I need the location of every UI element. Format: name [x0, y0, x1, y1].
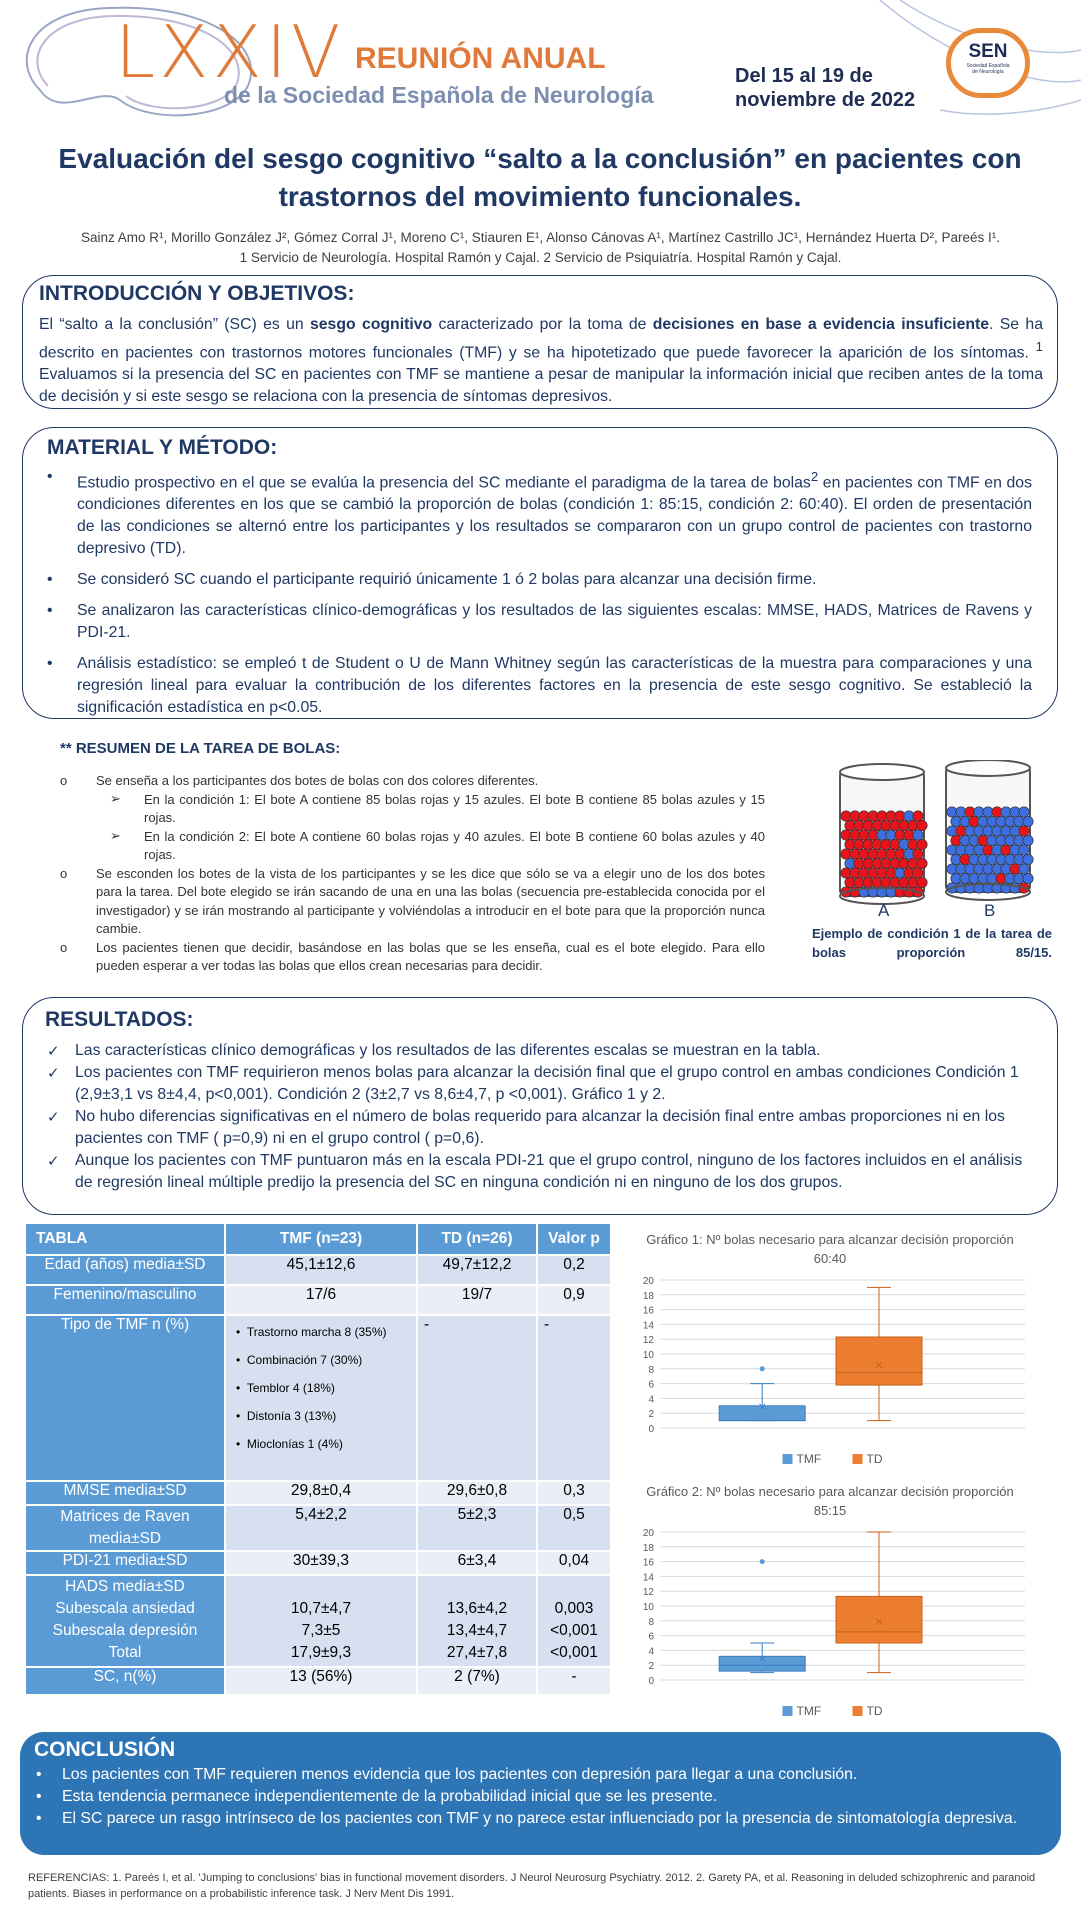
ball: [1019, 864, 1029, 874]
hads-label-cell: [26, 1576, 224, 1666]
cell: 0,3: [538, 1482, 610, 1504]
y-tick-label: 6: [648, 1379, 654, 1391]
hads-depression-label: Subescala depresión: [52, 1622, 198, 1639]
cell: <0,001: [550, 1644, 598, 1661]
result-item-2: ✓ Los pacientes con TMF requirieron menos bolas para alcanzar la decisión final que el grupo control en ambas condiciones Condición 1 (2,9±3,1 vs 8±4,4, p<0,001). Condición 2 (3±2,7 vs 8,6±4,7, p <0,001). Gráfico 1 y 2.: [75, 1062, 1037, 1106]
y-tick-label: 6: [648, 1631, 654, 1643]
author-names: Sainz Amo R¹, Morillo González J², Gómez Corral J¹, Moreno C¹, Stiauren E¹, Alonso Cánovas A¹, Martínez Castrillo JC¹, Hernández Huerta D², Pareés I¹.: [80, 230, 1001, 245]
ball: [1023, 854, 1033, 864]
table-row: [26, 1316, 610, 1480]
conclusion-list: [34, 1764, 1045, 1830]
cell: 13 (56%): [226, 1668, 416, 1694]
y-tick-label: 16: [642, 1305, 654, 1317]
y-tick-label: 0: [648, 1676, 654, 1687]
intro-section: [22, 275, 1058, 409]
intro-t2: caracterizado por la toma de: [432, 316, 653, 333]
y-tick-label: 10: [642, 1602, 654, 1613]
jars-caption: Ejemplo de condición 1 de la tarea de bolas proporción 85/15.: [812, 926, 1052, 960]
y-tick-label: 8: [648, 1616, 654, 1628]
conclusion-section: [20, 1732, 1061, 1855]
cell: 2 (7%): [418, 1668, 536, 1694]
tmf-type-text: Trastorno marcha 8 (35%): [246, 1325, 387, 1339]
row-label: Edad (años) media±SD: [26, 1256, 224, 1284]
chart-2-title: Gráfico 2: Nº bolas necesario para alcanzar decisión proporción 85:15: [646, 1484, 1014, 1518]
cell: 5±2,3: [418, 1506, 536, 1550]
cell: 27,4±7,8: [446, 1644, 508, 1661]
outlier-point: [760, 1559, 765, 1564]
method-heading: MATERIAL Y MÉTODO:: [47, 436, 278, 459]
row-label: PDI-21 media±SD: [26, 1552, 224, 1574]
jar-b-label: B: [984, 901, 996, 920]
method-b1a: Estudio prospectivo en el que se evalúa la presencia del SC mediante el paradigma de la tarea de bolas: [77, 474, 811, 492]
jar-b: [946, 760, 1033, 900]
intro-heading: INTRODUCCIÓN Y OBJETIVOS:: [39, 282, 355, 305]
legend-swatch-TMF: [783, 1706, 793, 1716]
resumen-item-1a: ➢ En la condición 1: El bote A contiene 85 bolas rojas y 15 azules. El bote B contiene 85 bolas azules y 15 rojas.: [110, 791, 765, 825]
table-header-p: Valor p: [538, 1224, 610, 1254]
resumen-i2: Se esconden los botes de la vista de los participantes y se les dice que sólo se va a elegir uno de los dos botes para la tarea. Del bote elegido se irán sacando de una en una las bolas (secuencia pre-establecida conocida por el investigador) y se irán mostrando al participante y volviéndolas a introducir en el bote para que la proporción nunca cambie.: [96, 865, 765, 936]
cell: 17/6: [226, 1286, 416, 1314]
hads-td-cell: [418, 1576, 536, 1666]
legend-label-TD: TD: [866, 1704, 883, 1718]
hads-anxiety-label: Subescala ansiedad: [55, 1600, 195, 1617]
dates-line1: Del 15 al 19 de: [735, 65, 873, 87]
congress-name: REUNIÓN ANUAL: [355, 42, 606, 75]
results-heading: RESULTADOS:: [45, 1008, 194, 1031]
y-tick-label: 20: [642, 1528, 654, 1539]
congress-number: LXXIV: [115, 10, 345, 94]
sen-logo: [946, 28, 1030, 98]
table-header-row: [26, 1224, 610, 1254]
y-tick-label: 2: [648, 1409, 654, 1421]
resumen-i1b: En la condición 2: El bote A contiene 60 bolas rojas y 40 azules. El bote B contiene 60 bolas azules y 40 rojas.: [144, 828, 765, 862]
y-tick-label: 18: [642, 1290, 654, 1302]
ball: [913, 830, 923, 840]
hads-total-label: Total: [108, 1644, 142, 1661]
mean-marker: ×: [757, 1399, 767, 1413]
cell: 0,04: [538, 1552, 610, 1574]
resumen-i1: Se enseña a los participantes dos botes de bolas con dos colores diferentes.: [96, 773, 539, 788]
ball: [1019, 845, 1029, 855]
ball: [1019, 807, 1029, 817]
results-list: [45, 1040, 1037, 1194]
references: REFERENCIAS: 1. Pareés I, et al. 'Jumping to conclusions' bias in functional movement disorders. J Neurol Neurosurg Psychiatry. 2012. 2. Garety PA, et al. Reasoning in deluded schizophrenic and paranoid patients. Biases in performance on a probabilistic inference task. J Nerv Ment Dis 1991.: [28, 1872, 1036, 1900]
jar-a: [840, 764, 927, 904]
legend-label-TD: TD: [866, 1452, 883, 1466]
table-row: [26, 1506, 610, 1550]
ball: [917, 820, 927, 830]
table-row: [26, 1256, 610, 1284]
jar-a-label: A: [878, 901, 890, 920]
sen-logo-text: SEN: [968, 41, 1008, 62]
tmf-type-item: • Trastorno marcha 8 (35%): [236, 1325, 387, 1339]
poster-header: [0, 0, 1081, 130]
table-header-tmf: TMF (n=23): [226, 1224, 416, 1254]
tmf-type-item: • Combinación 7 (30%): [236, 1353, 363, 1367]
intro-b1: sesgo cognitivo: [309, 316, 433, 333]
resumen-item-1: o Se enseña a los participantes dos botes de bolas con dos colores diferentes.: [60, 773, 539, 788]
table-row: [26, 1552, 610, 1574]
y-tick-label: 12: [642, 1335, 654, 1347]
conclusion-item-3: • El SC parece un rasgo intrínseco de los pacientes con TMF y no parece estar influenciado por la presencia de sintomatología depresiva.: [62, 1808, 1045, 1830]
method-item-3: • Se analizaron las características clínico-demográficas y los resultados de las siguientes escalas: MMSE, HADS, Matrices de Ravens y PDI-21.: [77, 600, 1032, 644]
y-tick-label: 4: [648, 1646, 654, 1658]
sen-logo-sub2: de Neurología: [972, 69, 1004, 75]
society-name: de la Sociedad Española de Neurología: [224, 82, 654, 108]
intro-text: [39, 314, 1043, 408]
y-tick-label: 8: [648, 1364, 654, 1376]
tmf-type-text: Mioclonías 1 (4%): [246, 1437, 343, 1451]
resumen-list: [60, 772, 765, 976]
method-section: [22, 427, 1058, 719]
cell: 0,5: [538, 1506, 610, 1550]
intro-t1: El “salto a la conclusión” (SC) es un: [39, 316, 310, 333]
cell: 0,003: [554, 1600, 594, 1617]
cell: -: [538, 1316, 610, 1480]
hads-tmf-cell: [226, 1576, 416, 1666]
hads-label: HADS media±SD: [65, 1578, 185, 1595]
mean-marker: ×: [874, 1614, 884, 1628]
intro-b2: decisiones en base a evidencia insuficiente: [652, 316, 990, 333]
ball: [1019, 826, 1029, 836]
resumen-i3: Los pacientes tienen que decidir, basándose en las bolas que se les enseña, cual es el bote elegido. Para ello pueden esperar a ver todas las bolas que ellos crean necesarias para decidir.: [96, 939, 765, 973]
cell: 13,4±4,7: [446, 1622, 508, 1639]
ball: [917, 877, 927, 887]
cell: 6±3,4: [418, 1552, 536, 1574]
cell: 0,9: [538, 1286, 610, 1314]
ball: [1023, 873, 1033, 883]
cell: 0,2: [538, 1256, 610, 1284]
conclusion-item-1: • Los pacientes con TMF requieren menos evidencia que los pacientes con depresión para llegar a una conclusión.: [62, 1764, 1045, 1786]
congress-dates: [735, 64, 915, 112]
y-tick-label: 18: [642, 1542, 654, 1554]
tmf-type-item: • Mioclonías 1 (4%): [236, 1437, 343, 1451]
author-affiliations: 1 Servicio de Neurología. Hospital Ramón y Cajal. 2 Servicio de Psiquiatría. Hospital Ramón y Cajal.: [239, 250, 842, 265]
tmf-type-item: • Distonía 3 (13%): [236, 1409, 337, 1423]
authors: [30, 228, 1051, 268]
legend-swatch-TMF: [783, 1454, 793, 1464]
table-row: [26, 1576, 610, 1666]
ball: [913, 868, 923, 878]
legend-label-TMF: TMF: [796, 1452, 822, 1466]
results-table: [24, 1222, 612, 1696]
cell: 13,6±4,2: [446, 1600, 508, 1617]
cell: 29,6±0,8: [418, 1482, 536, 1504]
dates-line2: noviembre de 2022: [735, 89, 916, 111]
ball: [913, 811, 923, 821]
y-tick-label: 20: [642, 1276, 654, 1287]
tmf-type-list: [226, 1316, 416, 1458]
chart-1-title: Gráfico 1: Nº bolas necesario para alcanzar decisión proporción 60:40: [646, 1232, 1014, 1266]
cell: -: [538, 1668, 610, 1694]
hads-p-cell: [538, 1576, 610, 1666]
cell: 45,1±12,6: [226, 1256, 416, 1284]
chart-1: [630, 1230, 1060, 1480]
outlier-point: [760, 1366, 765, 1371]
resumen-i1a: En la condición 1: El bote A contiene 85 bolas rojas y 15 azules. El bote B contiene 85 bolas azules y 15 rojas.: [144, 791, 765, 825]
tmf-type-text: Distonía 3 (13%): [246, 1409, 337, 1423]
method-b1sup: 2: [810, 469, 819, 484]
jars-illustration: [838, 760, 1052, 920]
resumen-item-1b: ➢ En la condición 2: El bote A contiene 60 bolas rojas y 40 azules. El bote B contiene 60 bolas azules y 40 rojas.: [110, 828, 765, 862]
result-item-4: ✓ Aunque los pacientes con TMF puntuaron más en la escala PDI-21 que el grupo control, ninguno de los factores incluidos en el análisis de regresión lineal múltiple predijo la presencia del SC en ninguna condición ni en ninguno de los dos grupos.: [75, 1150, 1037, 1194]
tmf-types-cell: [226, 1316, 416, 1480]
row-label: Tipo de TMF n (%): [26, 1316, 224, 1480]
method-list: [47, 466, 1032, 719]
cell: 49,7±12,2: [418, 1256, 536, 1284]
chart-1-plot: [630, 1268, 1060, 1478]
y-tick-label: 10: [642, 1350, 654, 1361]
row-label: Femenino/masculino: [26, 1286, 224, 1314]
y-tick-label: 14: [642, 1572, 654, 1584]
ball: [1023, 835, 1033, 845]
sen-logo-sub1: Sociedad Española: [966, 63, 1010, 69]
mean-marker: ×: [757, 1651, 767, 1665]
legend-label-TMF: TMF: [796, 1704, 822, 1718]
chart-2-plot: [630, 1520, 1060, 1730]
intro-t4: Evaluamos si la presencia del SC en pacientes con TMF se mantiene a pesar de manipular la información inicial que reciben antes de la toma de decisión y si este sesgo se relaciona con la presencia de síntomas depresivos.: [39, 366, 1043, 406]
cell: 10,7±4,7: [290, 1600, 352, 1617]
method-item-2: • Se consideró SC cuando el participante requirió únicamente 1 ó 2 bolas para alcanzar una decisión firme.: [77, 569, 1032, 591]
title-line1: Evaluación del sesgo cognitivo “salto a la conclusión” en pacientes con: [58, 143, 1022, 174]
cell: 30±39,3: [226, 1552, 416, 1574]
result-item-3: ✓ No hubo diferencias significativas en el número de bolas requerido para alcanzar la decisión final entre ambas proporciones ni en los pacientes con TMF ( p=0,9) ni en el grupo control ( p=0,6).: [75, 1106, 1037, 1150]
mean-marker: ×: [874, 1358, 884, 1372]
y-tick-label: 14: [642, 1320, 654, 1332]
resumen-item-2: o Se esconden los botes de la vista de los participantes y se les dice que sólo se va a elegir uno de los dos botes para la tarea. Del bote elegido se irán sacando de una en una las bolas (secuencia pre-establecida conocida por el investigador) y se irán mostrando al participante y volviéndolas a introducir en el bote para que la proporción nunca cambie.: [60, 865, 765, 936]
intro-sup: 1: [1035, 339, 1043, 354]
table-row: [26, 1668, 610, 1694]
row-label: Matrices de Raven media±SD: [26, 1506, 224, 1550]
tmf-type-text: Temblor 4 (18%): [246, 1381, 335, 1395]
tmf-type-text: Combinación 7 (30%): [246, 1353, 363, 1367]
results-section: [22, 997, 1058, 1215]
cell: 19/7: [418, 1286, 536, 1314]
resumen-item-3: o Los pacientes tienen que decidir, basándose en las bolas que se les enseña, cual es el bote elegido. Para ello pueden esperar a ver todas las bolas que ellos crean necesarias para decidir.: [60, 939, 765, 973]
conclusion-heading: CONCLUSIÓN: [34, 1738, 176, 1761]
y-tick-label: 0: [648, 1424, 654, 1435]
y-tick-label: 4: [648, 1394, 654, 1406]
intro-t3: . Se ha descrito en pacientes con trastornos motores funcionales (TMF) y se ha hipotetizado que puede favorecer la aparición de los síntomas.: [39, 316, 1043, 362]
cell: 7,3±5: [301, 1622, 341, 1639]
table-header-label: TABLA: [26, 1224, 224, 1254]
result-item-1: ✓ Las características clínico demográficas y los resultados de las diferentes escalas se muestran en la tabla.: [75, 1040, 1037, 1062]
legend-swatch-TD: [853, 1454, 863, 1464]
tmf-type-item: • Temblor 4 (18%): [236, 1381, 335, 1395]
y-tick-label: 12: [642, 1587, 654, 1599]
ball: [913, 849, 923, 859]
row-label: MMSE media±SD: [26, 1482, 224, 1504]
poster-title: [40, 140, 1040, 216]
ball: [917, 858, 927, 868]
row-label: SC, n(%): [26, 1668, 224, 1694]
ball: [1023, 816, 1033, 826]
ball: [917, 839, 927, 849]
title-line2: trastornos del movimiento funcionales.: [278, 181, 802, 212]
conclusion-item-2: • Esta tendencia permanece independientemente de la probabilidad inicial que se les presente.: [62, 1786, 1045, 1808]
resumen-heading: ** RESUMEN DE LA TAREA DE BOLAS:: [60, 740, 341, 757]
cell: -: [418, 1316, 536, 1480]
cell: 5,4±2,2: [226, 1506, 416, 1550]
cell: 29,8±0,4: [226, 1482, 416, 1504]
table-row: [26, 1286, 610, 1314]
method-b1b: en pacientes con TMF en dos condiciones diferentes en los que se cambió la proporción de bolas (condición 1: 85:15, condición 2: 60:40). El orden de presentación de las condiciones se alternó entre los participantes y los resultados se compararon con un grupo control de pacientes con trastorno depresivo (TD).: [77, 474, 1032, 558]
legend-swatch-TD: [853, 1706, 863, 1716]
y-tick-label: 2: [648, 1661, 654, 1673]
cell: <0,001: [550, 1622, 598, 1639]
method-item-4: • Análisis estadístico: se empleó t de Student o U de Mann Whitney según las características de la muestra para comparaciones y una regresión lineal para evaluar la contribución de los diferentes factores en la presencia de este sesgo cognitivo. Se estableció la significación estadística en p<0.05.: [77, 653, 1032, 719]
cell: 17,9±9,3: [290, 1644, 352, 1661]
table-row: [26, 1482, 610, 1504]
method-item-1: [77, 466, 1032, 560]
table-header-td: TD (n=26): [418, 1224, 536, 1254]
chart-2: [630, 1482, 1060, 1732]
y-tick-label: 16: [642, 1557, 654, 1569]
